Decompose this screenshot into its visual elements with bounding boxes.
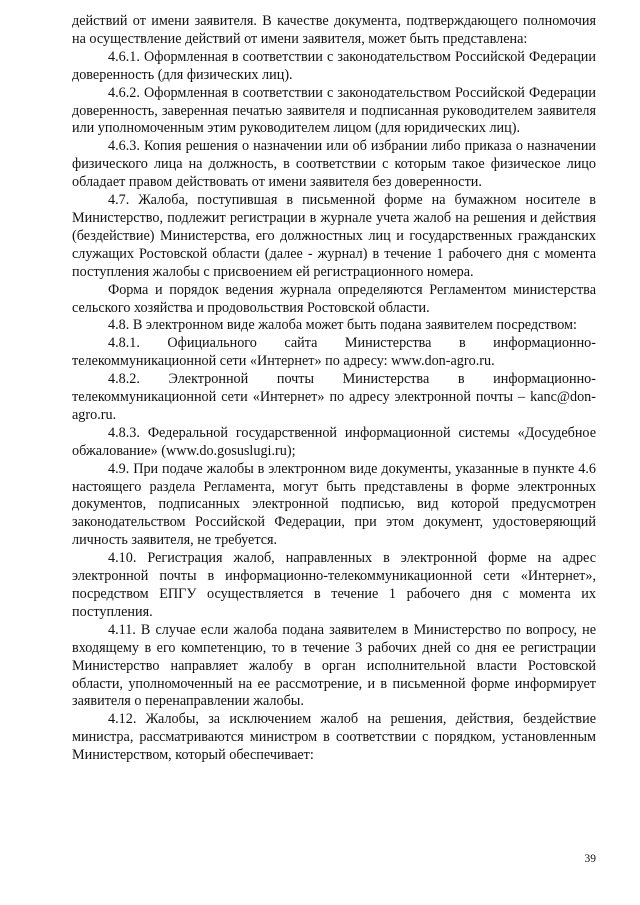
paragraph-4-6-2: 4.6.2. Оформленная в соответствии с законодательством Российской Федерации доверенность, заверенная печатью заявителя и подписанная руководителем заявителя или уполномоченным этим руководителем лицом (для юридических лиц). (72, 84, 596, 137)
paragraph-4-8-1: 4.8.1. Официального сайта Министерства в информационно-телекоммуникационной сети «Интернет» по адресу: www.don-agro.ru. (72, 335, 596, 370)
paragraph-4-8: 4.8. В электронном виде жалоба может быть подана заявителем посредством: (108, 317, 577, 334)
paragraph-journal-form: Форма и порядок ведения журнала определяются Регламентом министерства сельского хозяйства и продовольствия Ростовской области. (72, 281, 596, 316)
paragraph-4-12: 4.12. Жалобы, за исключением жалоб на решения, действия, бездействие министра, рассматриваются министром в соответствии с порядком, установленным Министерством, который обеспечивает: (72, 711, 596, 764)
page-number: 39 (584, 853, 596, 865)
paragraph-4-7: 4.7. Жалоба, поступившая в письменной форме на бумажном носителе в Министерство, подлежит регистрации в журнале учета жалоб на решения и действия (бездействие) Министерства, его должностных лиц и государственных гражданских служащих Ростовской области (далее - журнал) в течение 1 рабочего дня с момента поступления жалобы с присвоением ей регистрационного номера. (72, 192, 596, 280)
paragraph-4-8-2: 4.8.2. Электронной почты Министерства в информационно-телекоммуникационной сети «Интернет» по адресу электронной почты – kanc@don-agro.ru. (72, 371, 596, 423)
paragraph-4-11: 4.11. В случае если жалоба подана заявителем в Министерство по вопросу, не входящему в его компетенцию, то в течение 3 рабочих дней со дня ее регистрации Министерство направляет жалобу в орган исполнительной власти Ростовской области, уполномоченный на ее рассмотрение, и в письменной форме информирует заявителя о перенаправлении жалобы. (72, 621, 596, 710)
paragraph-continuation: действий от имени заявителя. В качестве документа, подтверждающего полномочия на осуществление действий от имени заявителя, может быть представлена: (72, 13, 596, 47)
paragraph-4-6-3: 4.6.3. Копия решения о назначении или об избрании либо приказа о назначении физического лица на должность, в соответствии с которым такое физическое лицо обладает правом действовать от имени заявителя без доверенности. (72, 138, 596, 191)
paragraph-4-9: 4.9. При подаче жалобы в электронном виде документы, указанные в пункте 4.6 настоящего раздела Регламента, могут быть представлены в форме электронных документов, подписанных электронной подписью, вид которой предусмотрен законодательством Российской Федерации, при этом документ, удостоверяющий личность заявителя, не требуется. (72, 460, 596, 549)
paragraph-4-6-1: 4.6.1. Оформленная в соответствии с законодательством Российской Федерации доверенность (для физических лиц). (72, 48, 596, 83)
paragraph-4-10: 4.10. Регистрация жалоб, направленных в электронной форме на адрес электронной почты в информационно-телекоммуникационной сети «Интернет», посредством ЕПГУ осуществляется в течение 1 рабочего дня с момента их поступления. (72, 550, 596, 620)
document-body (72, 13, 596, 765)
paragraph-4-8-3: 4.8.3. Федеральной государственной информационной системы «Досудебное обжалование» (www.do.gosuslugi.ru); (72, 424, 596, 459)
